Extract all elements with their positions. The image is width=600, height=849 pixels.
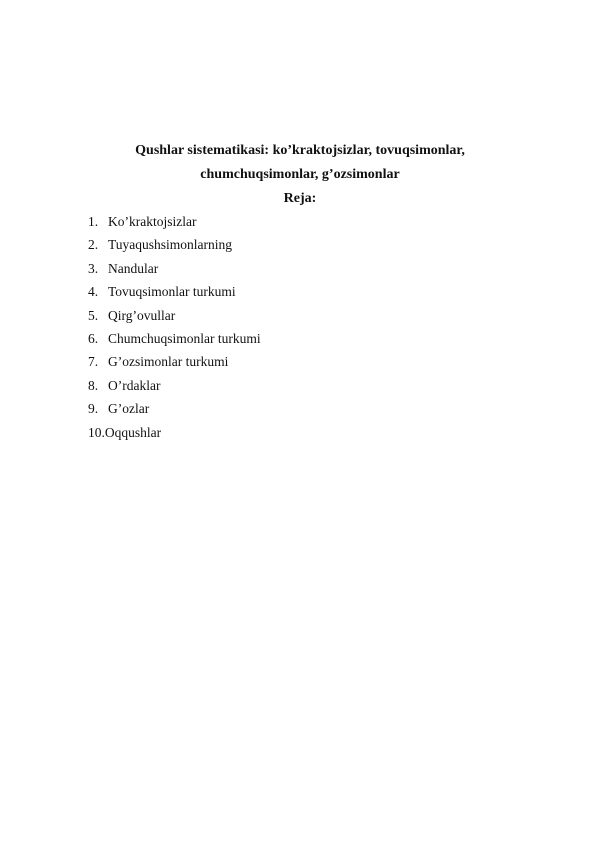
title-block [60, 139, 540, 211]
document-title-line-1: Qushlar sistematikasi: ko’kraktojsizlar, tovuqsimonlar, [135, 143, 465, 158]
plan-item [88, 280, 261, 303]
plan-item [88, 327, 261, 350]
plan-item-number: 7. [88, 354, 99, 370]
plan-item-number: 6. [88, 330, 99, 346]
plan-heading: Reja: [283, 191, 317, 206]
plan-item [88, 304, 261, 327]
plan-item-text: G’ozlar [108, 401, 150, 417]
plan-item-text: Ko’kraktojsizlar [108, 214, 197, 229]
plan-item [88, 210, 261, 233]
plan-item-number: 8. [88, 377, 99, 393]
plan-item-text: Oqqushlar [104, 424, 162, 440]
plan-item-number: 2. [88, 237, 99, 253]
plan-item [88, 421, 261, 444]
plan-item-number: 5. [88, 307, 99, 323]
plan-item-text: G’ozsimonlar turkumi [108, 354, 229, 370]
plan-item [88, 397, 261, 420]
plan-item [88, 233, 261, 256]
document-title-line-2: chumchuqsimonlar, g’ozsimonlar [200, 167, 400, 182]
plan-item [88, 257, 261, 280]
plan-item-text: Nandular [108, 260, 159, 276]
plan-item-number: 1. [88, 214, 99, 229]
plan-item-number: 3. [88, 260, 99, 276]
plan-item [88, 350, 261, 373]
plan-item-number: 9. [88, 401, 99, 417]
plan-list [88, 210, 261, 444]
plan-item-text: Tuyaqushsimonlarning [108, 237, 233, 253]
plan-item-text: O’rdaklar [108, 377, 161, 393]
plan-item-text: Qirg’ovullar [108, 307, 176, 323]
plan-item-number: 4. [88, 284, 99, 300]
plan-item [88, 374, 261, 397]
plan-item-text: Tovuqsimonlar turkumi [108, 284, 236, 300]
plan-item-number: 10. [88, 424, 105, 440]
plan-item-text: Chumchuqsimonlar turkumi [108, 330, 261, 346]
